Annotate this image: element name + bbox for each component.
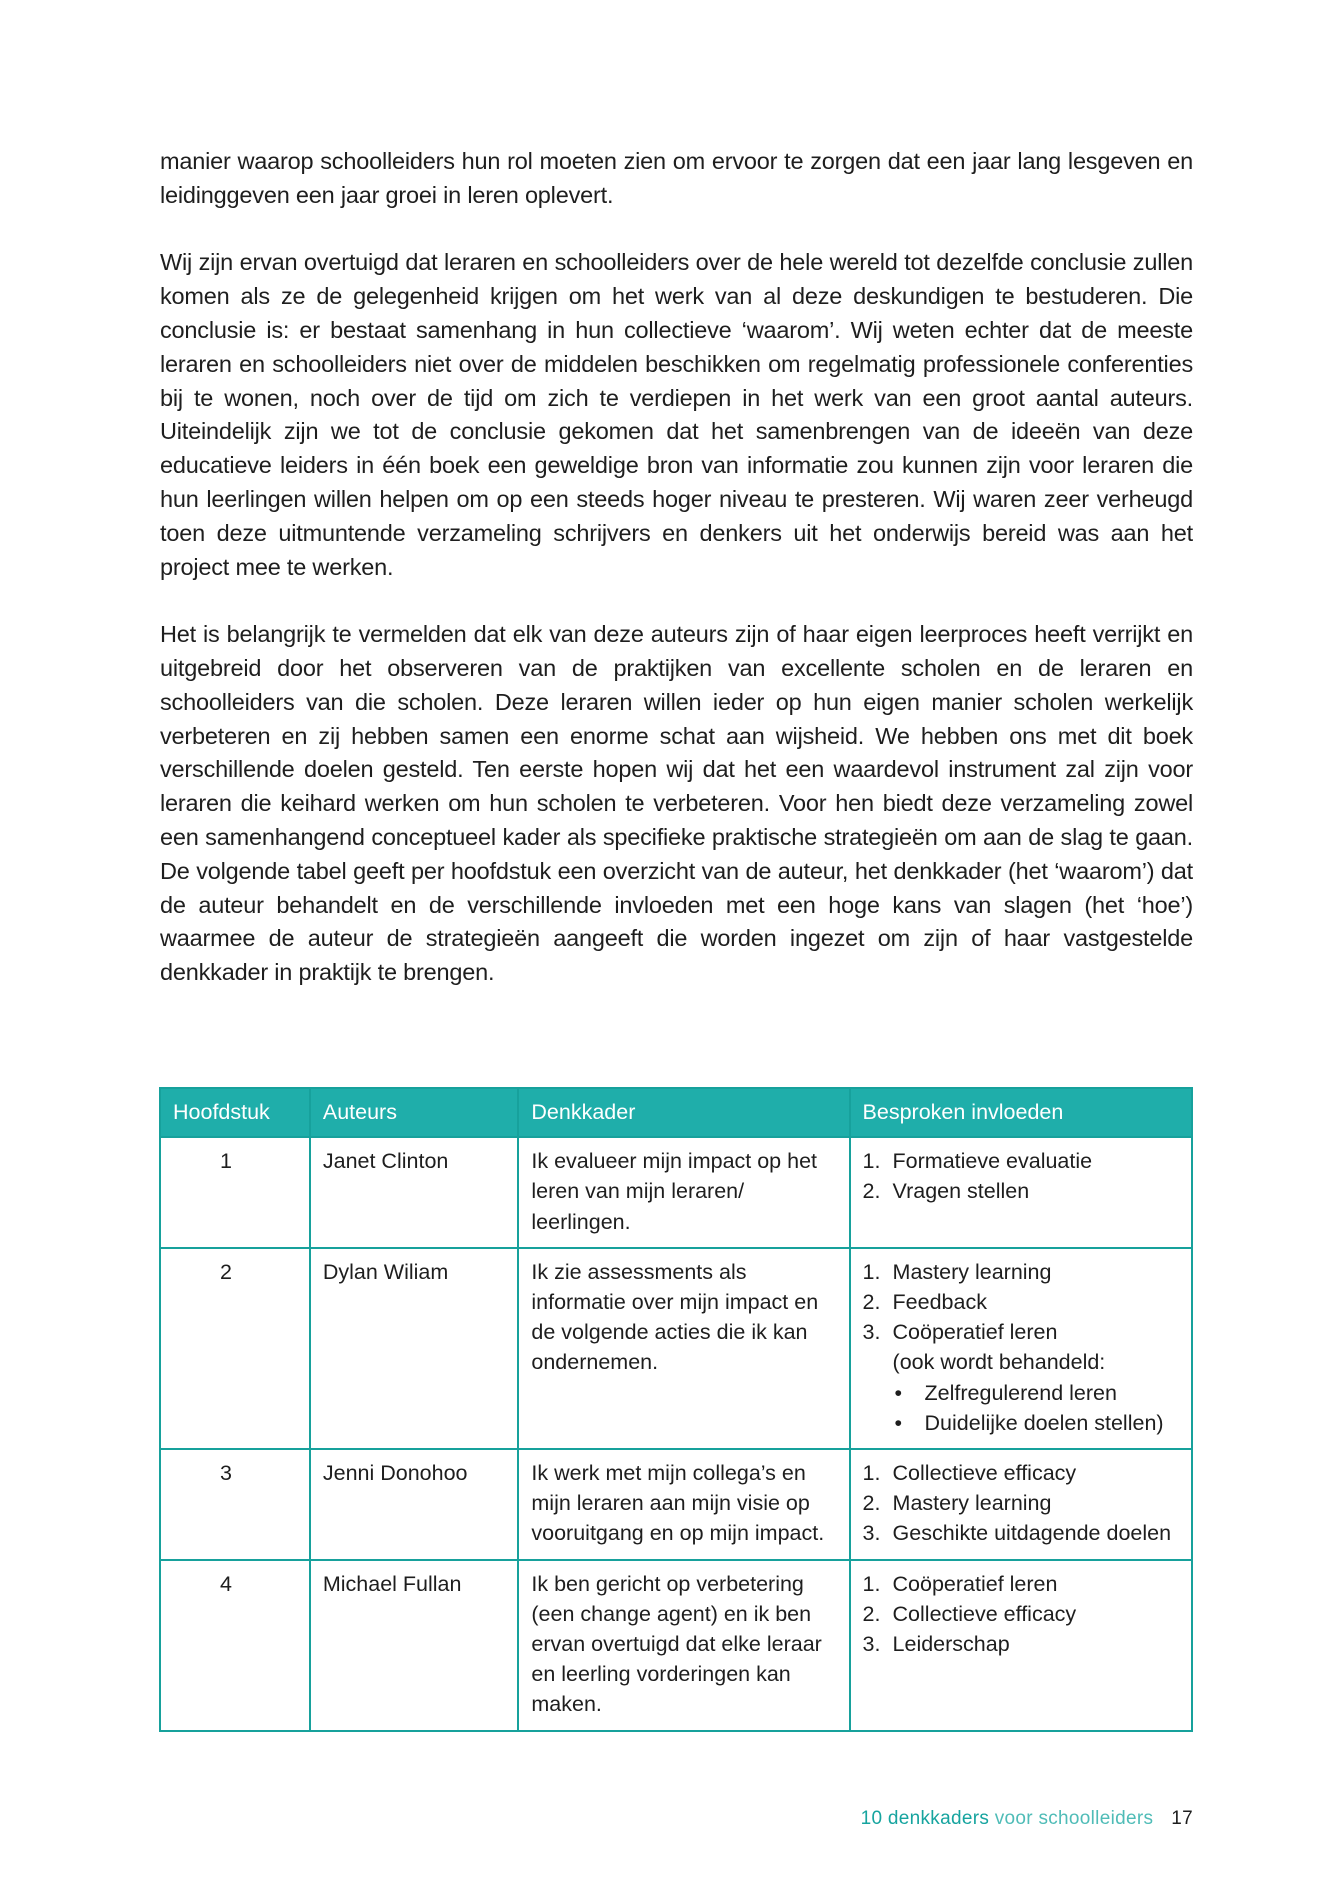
influences-cell	[850, 1248, 1192, 1449]
influence-item	[863, 1488, 1179, 1518]
item-number: 1.	[862, 1149, 881, 1174]
framework-cell: Ik evalueer mijn impact op het leren van mijn leraren/ leerlingen.	[518, 1137, 849, 1248]
framework-cell: Ik werk met mijn collega’s en mijn leraren aan mijn visie op vooruitgang en op mijn impact.	[518, 1449, 849, 1560]
page-footer	[0, 1808, 1193, 1830]
footer-title-rest: voor schoolleiders	[989, 1808, 1154, 1829]
influences-cell	[850, 1449, 1192, 1560]
influence-label: Mastery learning	[892, 1491, 1052, 1516]
influence-item	[863, 1599, 1179, 1629]
item-number: 2.	[862, 1290, 881, 1315]
influence-item	[863, 1569, 1179, 1599]
influence-label: Vragen stellen	[892, 1179, 1030, 1204]
author-cell: Dylan Wiliam	[310, 1248, 519, 1449]
item-number: 1.	[862, 1571, 881, 1596]
body-text	[160, 145, 1193, 1024]
table-row	[160, 1248, 1192, 1449]
item-number: 3.	[862, 1521, 881, 1546]
item-number: 2.	[862, 1601, 881, 1626]
influence-item	[863, 1629, 1179, 1659]
author-cell: Michael Fullan	[310, 1560, 519, 1731]
table-row	[160, 1449, 1192, 1560]
chapter-cell: 2	[160, 1248, 310, 1449]
header-chapter: Hoofdstuk	[160, 1088, 310, 1137]
table-header-row	[160, 1088, 1192, 1137]
table-row	[160, 1560, 1192, 1731]
influence-item	[863, 1176, 1179, 1206]
page-number: 17	[1171, 1808, 1193, 1829]
influence-item	[863, 1317, 1179, 1347]
overview-table	[159, 1087, 1193, 1732]
paragraph-1: manier waarop schoolleiders hun rol moeten zien om ervoor te zorgen dat een jaar lang lesgeven en leidinggeven een jaar groei in leren oplevert.	[160, 148, 1193, 208]
influence-label: Coöperatief leren	[892, 1571, 1058, 1596]
influence-note: (ook wordt behandeld:	[892, 1350, 1106, 1375]
influence-item	[863, 1287, 1179, 1317]
influence-label: Mastery learning	[892, 1259, 1052, 1284]
paragraph-3: Het is belangrijk te vermelden dat elk van deze auteurs zijn of haar eigen leerproces heeft verrijkt en uitgebreid door het observeren van de praktijken van excellente scholen en de leraren en schoolleiders van die scholen. Deze leraren willen ieder op hun eigen manier scholen werkelijk verbeteren en zij hebben samen een enorme schat aan wijsheid. We hebben ons met dit boek verschillende doelen gesteld. Ten eerste hopen wij dat het een waardevol instrument zal zijn voor leraren die keihard werken om hun scholen te verbeteren. Voor hen biedt deze verzameling zowel een samenhangend conceptueel kader als specifieke praktische strategieën om aan de slag te gaan. De volgende tabel geeft per hoofdstuk een overzicht van de auteur, het denkkader (het ‘waarom’) dat de auteur behandelt en de verschillende invloeden met een hoge kans van slagen (het ‘hoe’) waarmee de auteur de strategieën aangeeft die worden ingezet om zijn of haar vastgestelde denkkader in praktijk te brengen.	[160, 621, 1193, 986]
framework-cell: Ik zie assessments als informatie over mijn impact en de volgende acties die ik kan ondernemen.	[518, 1248, 849, 1449]
sub-influence-item: • Duidelijke doelen stellen)	[863, 1408, 1179, 1438]
framework-cell: Ik ben gericht op verbetering (een change agent) en ik ben ervan overtuigd dat elke leraar en leerling vorderingen kan maken.	[518, 1560, 849, 1731]
author-cell: Janet Clinton	[310, 1137, 519, 1248]
author-cell: Jenni Donohoo	[310, 1449, 519, 1560]
header-framework: Denkkader	[518, 1088, 849, 1137]
influence-item	[863, 1518, 1179, 1548]
influence-item	[863, 1458, 1179, 1488]
header-influences: Besproken invloeden	[850, 1088, 1192, 1137]
influence-label: Formatieve evaluatie	[892, 1149, 1093, 1174]
chapter-cell: 1	[160, 1137, 310, 1248]
table-row	[160, 1137, 1192, 1248]
item-number: 3.	[862, 1632, 881, 1657]
influence-label: Geschikte uitdagende doelen	[892, 1521, 1172, 1546]
header-authors: Auteurs	[310, 1088, 519, 1137]
influence-label: Leiderschap	[892, 1632, 1010, 1657]
influence-label: Coöperatief leren	[892, 1320, 1058, 1345]
chapter-cell: 3	[160, 1449, 310, 1560]
item-number: 3.	[862, 1320, 881, 1345]
influence-item	[863, 1257, 1179, 1287]
influences-cell	[850, 1137, 1192, 1248]
footer-title-strong: 10 denkkaders	[860, 1808, 990, 1829]
sub-influence-item: • Zelfregulerend leren	[863, 1378, 1179, 1408]
item-number: 2.	[862, 1491, 881, 1516]
influences-cell	[850, 1560, 1192, 1731]
influence-label: Collectieve efficacy	[892, 1461, 1077, 1486]
influence-item	[863, 1146, 1179, 1176]
item-number: 1.	[862, 1461, 881, 1486]
chapter-cell: 4	[160, 1560, 310, 1731]
item-number: 1.	[862, 1259, 881, 1284]
paragraph-2: Wij zijn ervan overtuigd dat leraren en schoolleiders over de hele wereld tot dezelfde conclusie zullen komen als ze de gelegenheid krijgen om het werk van al deze deskundigen te bestuderen. Die conclusie is: er bestaat samenhang in hun collectieve ‘waarom’. Wij weten echter dat de meeste leraren en schoolleiders niet over de middelen beschikken om regelmatig professionele conferenties bij te wonen, noch over de tijd om zich te verdiepen in het werk van een groot aantal auteurs. Uiteindelijk zijn we tot de conclusie gekomen dat het samenbrengen van de ideeën van deze educatieve leiders in één boek een geweldige bron van informatie zou kunnen zijn voor leraren die hun leerlingen willen helpen om op een steeds hoger niveau te presteren. Wij waren zeer verheugd toen deze uitmuntende verzameling schrijvers en denkers uit het onderwijs bereid was aan het project mee te werken.	[160, 249, 1193, 580]
influence-label: Feedback	[892, 1290, 987, 1315]
influence-label: Collectieve efficacy	[892, 1601, 1077, 1626]
item-number: 2.	[862, 1179, 881, 1204]
